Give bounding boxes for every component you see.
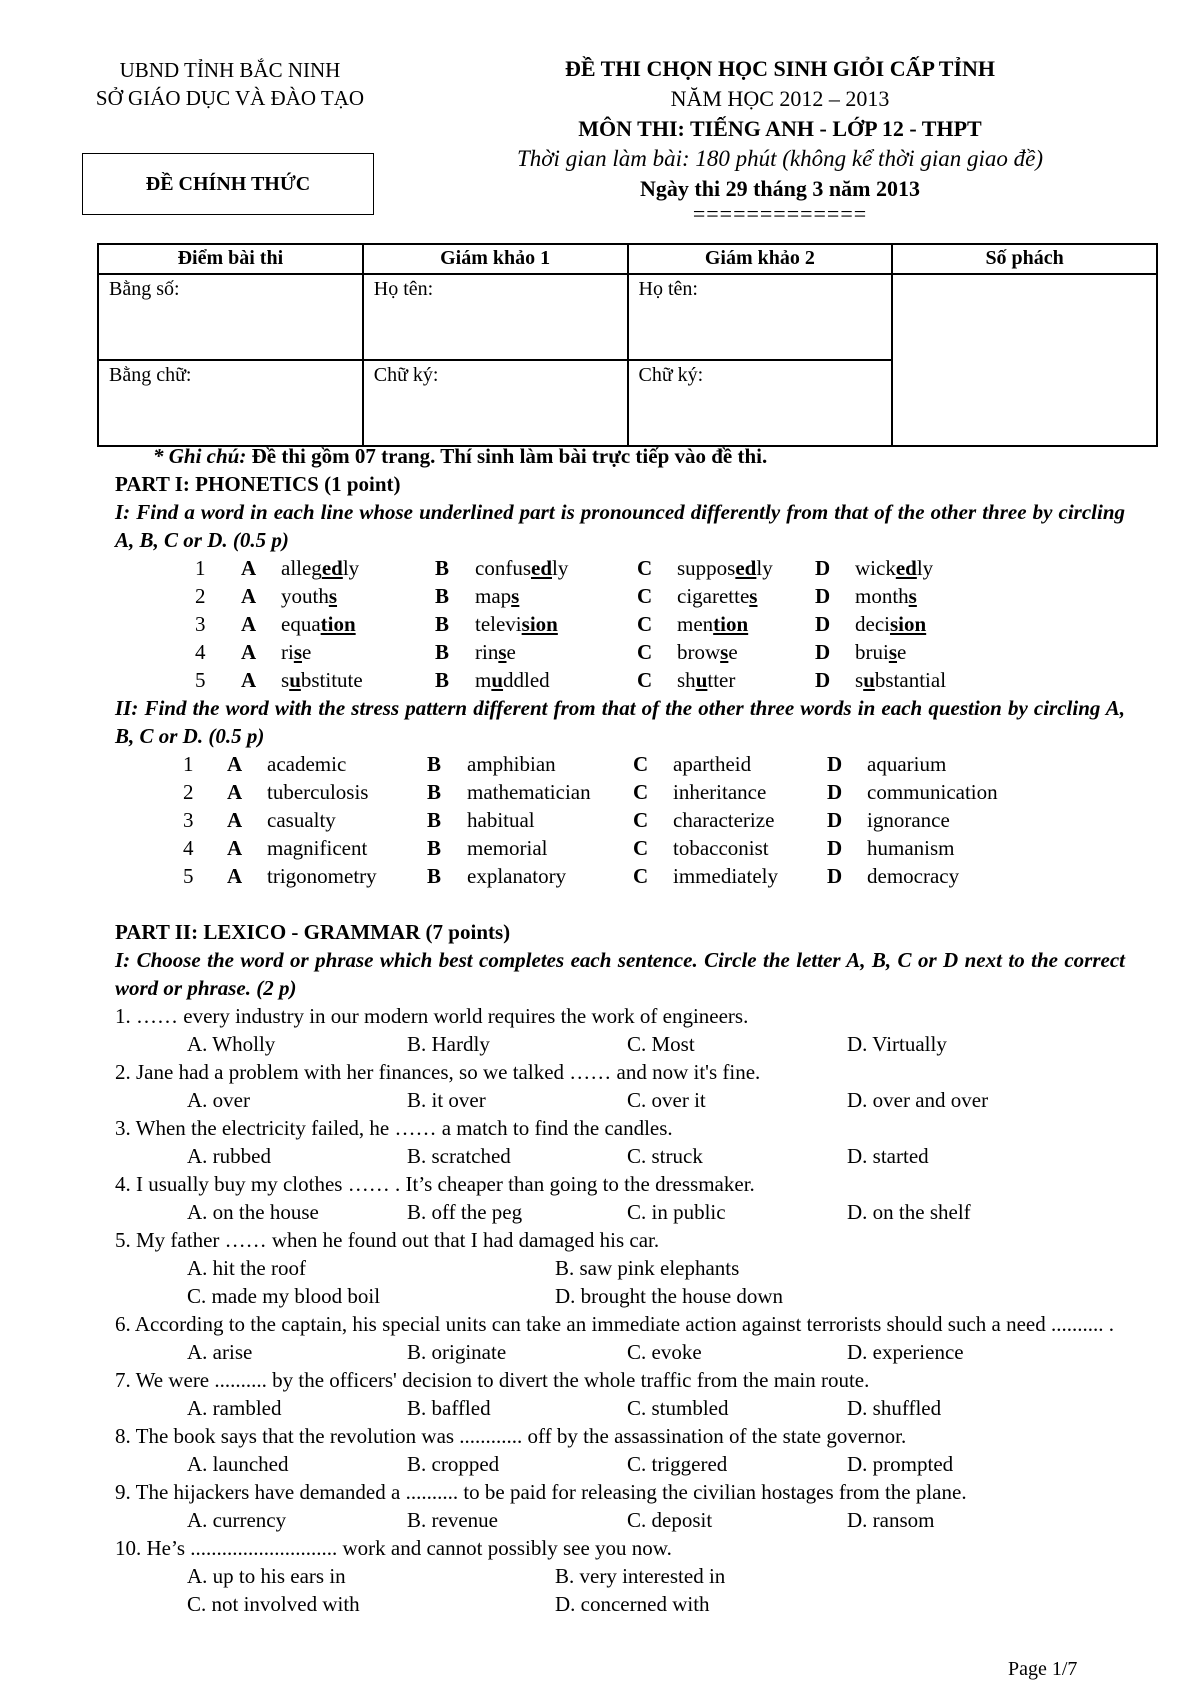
answer-option[interactable]: C. stumbled (627, 1396, 729, 1420)
phonetics-row (115, 582, 1125, 610)
option-word[interactable] (281, 554, 359, 582)
underlined-part: ed (321, 556, 343, 580)
answer-option[interactable]: B. saw pink elephants (555, 1256, 740, 1280)
answer-option[interactable]: B. baffled (407, 1396, 491, 1420)
option-word[interactable]: memorial (467, 836, 548, 860)
option-letter[interactable]: C (637, 584, 653, 608)
issuer-block (70, 56, 390, 112)
word-part: televi (475, 612, 522, 636)
word-part: rin (475, 640, 499, 664)
answer-option[interactable]: C. made my blood boil (187, 1284, 381, 1308)
answer-option[interactable]: A. currency (187, 1508, 287, 1532)
separator: ============= (692, 201, 868, 226)
word-part: ri (281, 640, 294, 664)
answer-option[interactable]: D. started (847, 1144, 929, 1168)
word-part: ly (552, 556, 569, 580)
option-word[interactable] (677, 610, 748, 638)
answer-option[interactable]: A. hit the roof (187, 1256, 306, 1280)
exam-content (115, 442, 1125, 1618)
option-word[interactable]: trigonometry (267, 864, 377, 888)
note (115, 442, 1125, 470)
word-part: brui (855, 640, 889, 664)
examiner2-sign-cell[interactable]: Chữ ký: (628, 360, 893, 446)
question-text: 2. Jane had a problem with her finances, so we talked …… and now it's fine. (115, 1060, 761, 1084)
question-options (115, 1506, 1125, 1534)
answer-option[interactable]: C. in public (627, 1200, 726, 1224)
question-number: 1 (183, 752, 194, 776)
answer-option[interactable]: C. struck (627, 1144, 703, 1168)
option-letter[interactable]: C (633, 752, 649, 776)
option-word[interactable]: amphibian (467, 752, 556, 776)
stress-row (115, 778, 1125, 806)
option-letter[interactable]: B (427, 780, 442, 804)
option-word[interactable]: aquarium (867, 752, 947, 776)
option-letter[interactable]: D (827, 836, 843, 860)
question-number: 4 (183, 836, 194, 860)
word-part: ly (342, 556, 360, 580)
answer-option[interactable]: D. brought the house down (555, 1284, 784, 1308)
part2-sec1-instruction: I: Choose the word or phrase which best completes each sentence. Circle the letter A, B, C or D next to the correct word or phrase. (2 p) (115, 948, 1125, 1000)
option-letter[interactable]: D (815, 640, 831, 664)
question-number: 3 (183, 808, 194, 832)
answer-option[interactable]: A. up to his ears in (187, 1564, 346, 1588)
word-part: confus (475, 556, 531, 580)
option-word[interactable] (855, 666, 946, 694)
option-word[interactable] (677, 582, 757, 610)
option-letter[interactable]: D (827, 808, 843, 832)
option-word[interactable] (281, 638, 311, 666)
underlined-part: u (863, 668, 875, 692)
option-letter[interactable]: B (435, 584, 450, 608)
exam-date: Ngày thi 29 tháng 3 năm 2013 (640, 176, 920, 201)
question-number: 1 (195, 556, 206, 580)
answer-option[interactable]: A. over (187, 1088, 250, 1112)
answer-option[interactable]: A. on the house (187, 1200, 319, 1224)
exam-duration: Thời gian làm bài: 180 phút (không kể thời gian giao đề) (516, 146, 1044, 171)
phonetics-row (115, 610, 1125, 638)
word-part: deci (855, 612, 890, 636)
question-number: 2 (195, 584, 206, 608)
option-letter[interactable]: D (815, 612, 831, 636)
code-cell[interactable] (892, 274, 1157, 446)
underlined-part: s (293, 640, 303, 664)
question-options (115, 1562, 1125, 1590)
underlined-part: u (491, 668, 504, 692)
word-part: men (677, 612, 714, 636)
word-part: tter (707, 668, 736, 692)
option-letter[interactable]: A (241, 584, 257, 608)
question-text: 8. The book says that the revolution was ............ off by the assassination of the state governor. (115, 1424, 907, 1448)
option-word[interactable]: immediately (673, 864, 778, 888)
part2-title: PART II: LEXICO - GRAMMAR (7 points) (115, 920, 511, 944)
underlined-part: s (888, 640, 898, 664)
answer-option[interactable]: D. over and over (847, 1088, 989, 1112)
question-options (115, 1590, 1125, 1618)
answer-option[interactable]: C. evoke (627, 1340, 702, 1364)
option-word[interactable]: inheritance (673, 780, 767, 804)
option-letter[interactable]: A (241, 640, 257, 664)
answer-option[interactable]: A. launched (187, 1452, 289, 1476)
answer-option[interactable]: B. it over (407, 1088, 486, 1112)
option-word[interactable]: explanatory (467, 864, 567, 888)
answer-option[interactable]: A. rambled (187, 1396, 282, 1420)
answer-option[interactable]: D. concerned with (555, 1592, 710, 1616)
exam-title: ĐỀ THI CHỌN HỌC SINH GIỎI CẤP TỈNH (564, 56, 996, 81)
question-text: 9. The hijackers have demanded a .......... to be paid for releasing the civilian hostages from the plane. (115, 1480, 967, 1504)
answer-option[interactable]: D. ransom (847, 1508, 935, 1532)
word-part: brow (677, 640, 721, 664)
option-letter[interactable]: D (827, 864, 843, 888)
underlined-part: s (511, 584, 520, 608)
answer-option[interactable]: C. triggered (627, 1452, 728, 1476)
word-part: e (897, 640, 907, 664)
option-word[interactable] (855, 554, 933, 582)
option-word[interactable] (281, 582, 337, 610)
question-options (115, 1198, 1125, 1226)
option-letter[interactable]: B (427, 864, 442, 888)
phonetics-row (115, 554, 1125, 582)
page-number: Page 1/7 (1008, 1658, 1078, 1680)
option-letter[interactable]: B (427, 808, 442, 832)
part1-sec2-instruction: II: Find the word with the stress pattern different from that of the other three words in each question by circling A, B, C or D. (0.5 p) (115, 696, 1125, 748)
question-number: 5 (183, 864, 194, 888)
option-letter[interactable]: D (827, 752, 843, 776)
answer-option[interactable]: D. prompted (847, 1452, 954, 1476)
question-options (115, 1282, 1125, 1310)
answer-option[interactable]: B. off the peg (407, 1200, 523, 1224)
option-letter[interactable]: A (241, 612, 257, 636)
answer-option[interactable]: B. originate (407, 1340, 507, 1364)
word-part: wick (855, 556, 896, 580)
option-word[interactable]: communication (867, 780, 998, 804)
option-letter[interactable]: C (633, 836, 649, 860)
option-letter[interactable]: B (427, 752, 442, 776)
option-letter[interactable]: C (637, 612, 653, 636)
answer-option[interactable]: B. Hardly (407, 1032, 490, 1056)
answer-option[interactable]: A. rubbed (187, 1144, 271, 1168)
answer-option[interactable]: B. very interested in (555, 1564, 726, 1588)
answer-option[interactable]: C. over it (627, 1088, 706, 1112)
question-options (115, 1030, 1125, 1058)
phonetics-list (115, 554, 1125, 694)
option-letter[interactable]: B (435, 556, 450, 580)
question-list (115, 1002, 1125, 1618)
word-part: e (728, 640, 738, 664)
question-options (115, 1086, 1125, 1114)
note-text: Đề thi gồm 07 trang. Thí sinh làm bài trực tiếp vào đề thi. (246, 444, 768, 468)
part1-title: PART I: PHONETICS (1 point) (115, 472, 401, 496)
option-word[interactable] (855, 638, 906, 666)
option-word[interactable] (677, 554, 773, 582)
answer-option[interactable]: D. Virtually (847, 1032, 947, 1056)
word-part: ddled (503, 668, 550, 692)
question-options (115, 1338, 1125, 1366)
question-number: 5 (195, 668, 206, 692)
question-options (115, 1254, 1125, 1282)
option-word[interactable] (475, 610, 558, 638)
official-box: ĐỀ CHÍNH THỨC (82, 153, 374, 215)
underlined-part: u (289, 668, 301, 692)
issuer-line-2: SỞ GIÁO DỤC VÀ ĐÀO TẠO (95, 86, 365, 110)
option-word[interactable]: apartheid (673, 752, 752, 776)
underlined-part: ed (895, 556, 917, 580)
stress-list (115, 750, 1125, 890)
option-letter[interactable]: C (637, 556, 653, 580)
word-part: s (855, 668, 864, 692)
question-text: 1. …… every industry in our modern world requires the work of engineers. (115, 1004, 749, 1028)
option-word[interactable]: habitual (467, 808, 535, 832)
word-part: map (475, 584, 512, 608)
examiner1-name-cell[interactable]: Họ tên: (363, 274, 628, 360)
question-number: 2 (183, 780, 194, 804)
word-part: bstantial (874, 668, 947, 692)
word-part: suppos (677, 556, 736, 580)
word-part: ly (916, 556, 934, 580)
question-text: 6. According to the captain, his special units can take an immediate action against terrorists should such a need .......... . (115, 1312, 1114, 1336)
question-text: 10. He’s ............................ work and cannot possibly see you now. (115, 1536, 672, 1560)
word-part: s (281, 668, 290, 692)
option-word[interactable] (677, 638, 738, 666)
stress-row (115, 750, 1125, 778)
school-year: NĂM HỌC 2012 – 2013 (670, 86, 890, 111)
examiner1-sign-cell[interactable]: Chữ ký: (363, 360, 628, 446)
option-word[interactable] (855, 582, 917, 610)
answer-option[interactable]: D. shuffled (847, 1396, 942, 1420)
word-part: cigarette (677, 584, 750, 608)
option-word[interactable] (281, 610, 356, 638)
word-part: equa (281, 612, 321, 636)
question-text: 3. When the electricity failed, he …… a match to find the candles. (115, 1116, 673, 1140)
exam-subject: MÔN THI: TIẾNG ANH - LỚP 12 - THPT (578, 116, 982, 141)
option-letter[interactable]: D (815, 556, 831, 580)
option-letter[interactable]: A (227, 752, 243, 776)
phonetics-row (115, 666, 1125, 694)
word-part: bstitute (300, 668, 363, 692)
underlined-part: s (498, 640, 507, 664)
option-letter[interactable]: B (435, 668, 450, 692)
word-part: e (506, 640, 516, 664)
score-words-cell[interactable]: Bằng chữ: (98, 360, 363, 446)
option-word[interactable] (475, 638, 516, 666)
underlined-part: s (749, 584, 758, 608)
option-letter[interactable]: A (241, 556, 257, 580)
option-word[interactable]: characterize (673, 808, 775, 832)
exam-title-block (430, 54, 1130, 224)
answer-option[interactable]: D. experience (847, 1340, 964, 1364)
underlined-part: s (720, 640, 729, 664)
option-word[interactable]: democracy (867, 864, 960, 888)
option-letter[interactable]: C (633, 808, 649, 832)
issuer-line-1: UBND TỈNH BẮC NINH (119, 58, 341, 82)
answer-option[interactable]: B. cropped (407, 1452, 500, 1476)
underlined-part: tion (713, 612, 749, 636)
underlined-part: u (695, 668, 708, 692)
option-letter[interactable]: C (637, 668, 653, 692)
option-letter[interactable]: B (435, 640, 450, 664)
code-header: Số phách (892, 244, 1157, 274)
answer-option[interactable]: B. scratched (407, 1144, 511, 1168)
part1-sec1-instruction: I: Find a word in each line whose underlined part is pronounced differently from that of the other three by circling A, B, C or D. (0.5 p) (115, 500, 1125, 552)
option-letter[interactable]: D (815, 668, 831, 692)
examiner1-header: Giám khảo 1 (363, 244, 628, 274)
option-word[interactable] (281, 666, 363, 694)
underlined-part: s (908, 584, 917, 608)
option-word[interactable]: mathematician (467, 780, 591, 804)
stress-row (115, 834, 1125, 862)
examiner2-name-cell[interactable]: Họ tên: (628, 274, 893, 360)
option-letter[interactable]: D (827, 780, 843, 804)
word-part: ly (756, 556, 773, 580)
question-options (115, 1450, 1125, 1478)
option-word[interactable]: magnificent (267, 836, 368, 860)
underlined-part: sion (521, 612, 558, 636)
option-word[interactable]: humanism (867, 836, 955, 860)
stress-row (115, 806, 1125, 834)
question-text: 4. I usually buy my clothes …… . It’s cheaper than going to the dressmaker. (115, 1172, 755, 1196)
answer-option[interactable]: C. deposit (627, 1508, 713, 1532)
option-word[interactable]: ignorance (867, 808, 950, 832)
option-word[interactable]: tuberculosis (267, 780, 369, 804)
option-word[interactable] (475, 666, 550, 694)
option-word[interactable] (475, 582, 519, 610)
question-number: 4 (195, 640, 206, 664)
question-number: 3 (195, 612, 206, 636)
answer-option[interactable]: C. not involved with (187, 1592, 360, 1616)
option-word[interactable] (855, 610, 926, 638)
option-word[interactable] (677, 666, 735, 694)
option-word[interactable] (475, 554, 568, 582)
word-part: month (855, 584, 909, 608)
option-word[interactable]: academic (267, 752, 347, 776)
underlined-part: ed (531, 556, 552, 580)
option-letter[interactable]: D (815, 584, 831, 608)
word-part: alleg (281, 556, 322, 580)
word-part: m (475, 668, 492, 692)
option-word[interactable]: casualty (267, 808, 336, 832)
option-letter[interactable]: A (227, 780, 243, 804)
underlined-part: ed (735, 556, 757, 580)
option-letter[interactable]: A (241, 668, 257, 692)
question-options (115, 1394, 1125, 1422)
word-part: sh (677, 668, 696, 692)
answer-option[interactable]: D. on the shelf (847, 1200, 971, 1224)
underlined-part: tion (320, 612, 356, 636)
answer-option[interactable]: C. Most (627, 1032, 695, 1056)
phonetics-row (115, 638, 1125, 666)
option-letter[interactable]: B (435, 612, 450, 636)
examiner2-header: Giám khảo 2 (628, 244, 893, 274)
word-part: youth (281, 584, 329, 608)
score-number-cell[interactable]: Bằng số: (98, 274, 363, 360)
option-letter[interactable]: C (633, 864, 649, 888)
question-text: 7. We were .......... by the officers' decision to divert the whole traffic from the main route. (115, 1368, 870, 1392)
underlined-part: sion (889, 612, 927, 636)
score-header: Điểm bài thi (98, 244, 363, 274)
question-options (115, 1142, 1125, 1170)
answer-option[interactable]: A. Wholly (187, 1032, 276, 1056)
option-letter[interactable]: A (227, 864, 243, 888)
answer-option[interactable]: A. arise (187, 1340, 253, 1364)
option-letter[interactable]: A (227, 808, 243, 832)
score-table (97, 243, 1158, 447)
option-letter[interactable]: A (227, 836, 243, 860)
option-letter[interactable]: B (427, 836, 442, 860)
stress-row (115, 862, 1125, 890)
underlined-part: s (328, 584, 338, 608)
answer-option[interactable]: B. revenue (407, 1508, 498, 1532)
word-part: e (302, 640, 312, 664)
option-letter[interactable]: C (637, 640, 653, 664)
option-letter[interactable]: C (633, 780, 649, 804)
question-text: 5. My father …… when he found out that I had damaged his car. (115, 1228, 660, 1252)
note-label: * Ghi chú: (153, 444, 247, 468)
option-word[interactable]: tobacconist (673, 836, 769, 860)
